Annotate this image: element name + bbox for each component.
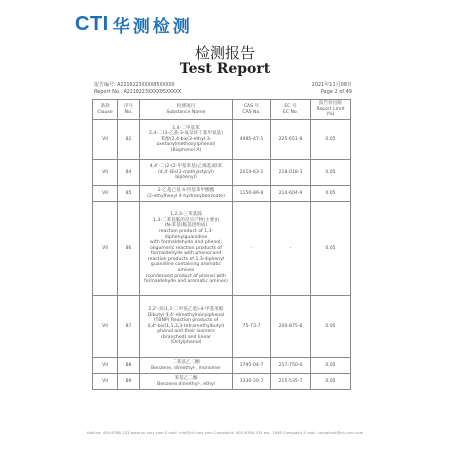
header-limit: 报告检出限 Report Limit (%) (311, 100, 351, 120)
cell-cas: 75-73-7 (233, 296, 271, 358)
cell-limit: 0.05 (311, 120, 351, 160)
report-date: 2021年11月08日 (311, 82, 352, 88)
table-row (93, 358, 351, 374)
cell-limit: 0.05 (311, 374, 351, 390)
cell-ec: 225-651-8 (271, 120, 311, 160)
report-no-label-cn: 报告编号 (94, 82, 115, 88)
cell-clause: VII (93, 296, 118, 358)
cell-ec: 218-018-3 (271, 160, 311, 186)
report-no-value: A2210223XXXX05XXXXX (117, 82, 175, 88)
cell-ec: 215-535-7 (271, 374, 311, 390)
cell-ec: 214-604-9 (271, 186, 311, 202)
cell-clause: VII (93, 358, 118, 374)
substance-table (92, 99, 351, 390)
cell-substance: 1,2,3-三苯基胍 1,3-二苯基胍的反应产物(主要由 (N-苯基)胍基团组成) reaction product of 1,3-diphenylguanidine with formaldehyde and phenol; oligomeric reaction products of formaldehyde with phenol and reaction products of 1,3-diphenyl guanidine containing aromatic amines (condensed product of phenol with formaldehyde and aromatic amines) (140, 202, 233, 296)
cell-clause: VII (93, 374, 118, 390)
cell-no: 82 (118, 120, 140, 160)
cell-no: 85 (118, 186, 140, 202)
cell-ec: 217-750-0 (271, 358, 311, 374)
cell-clause: VII (93, 160, 118, 186)
header-ec: EC 号 EC No. (271, 100, 311, 120)
company-logo (75, 12, 193, 37)
table-row (93, 202, 351, 296)
table-row (93, 160, 351, 186)
cell-cas: 1150-89-8 (233, 186, 271, 202)
cell-substance: 2-乙基己基 4-羟基苯甲酸酯 (2-ethylhexyl 4-hydroxybenzoate) (140, 186, 233, 202)
table-row (93, 186, 351, 202)
report-no-value-en: A2210223XXXX05XXXXX (123, 89, 181, 95)
header-clause: 条款 Clause (93, 100, 118, 120)
cell-clause: VII (93, 202, 118, 296)
cell-limit: 0.05 (311, 296, 351, 358)
cell-substance: 4,4'-二(2-(2-甲基苯基)乙烯基)联苯 (4,4'-Bis(2-methylstyryl) biphenyl) (140, 160, 233, 186)
cell-limit: 0.05 (311, 202, 351, 296)
table-row (93, 296, 351, 358)
cell-limit: 0.05 (311, 186, 351, 202)
cell-limit: 0.05 (311, 160, 351, 186)
page-indicator: Page 2 of 49 (320, 89, 352, 95)
cell-substance: 1,4-二甲基苯 2,4-二(3-乙基-3-氧杂环丁基甲氧基) 苯酚(2,4-bis(3-ethyl-3- oxetanylmethoxy)phenol) (Bisphenol A) (140, 120, 233, 160)
report-title-english: Test Report (179, 61, 271, 77)
cell-cas: 1795-04-7 (233, 358, 271, 374)
header-cas: CAS 号 CAS No. (233, 100, 271, 120)
cell-no: 88 (118, 358, 140, 374)
cell-substance: 苯基乙二酮 Benzene,dimethyl-, ethyl (140, 374, 233, 390)
cell-cas: 1330-20-7 (233, 374, 271, 390)
report-title-chinese: 检测报告 (194, 44, 255, 62)
cell-cas: 4985-47-1 (233, 120, 271, 160)
header-substance: 检测项目 Substance Name (140, 100, 233, 120)
logo-chinese-text: 华测检测 (112, 17, 193, 37)
date-page-block (312, 82, 352, 96)
report-number-block: 报告编号: A2210223XXXX05XXXXX Report No.: A2210223XXXX05XXXXX (94, 82, 181, 95)
cell-ec: 200-875-8 (271, 296, 311, 358)
cell-substance: 2,2'-双(1,1-二甲基乙基)-4-甲基苯酚 Dibutyl 4,4'-dimethylnonylphenol (TBNP) Reaction products of 4,4'-bis(1,1,3,3-tetramethylbutyl) phenol and their isomers (branched) and linear (Octylphenol) (140, 296, 233, 358)
header-no: 序号 No. (118, 100, 140, 120)
cell-no: 84 (118, 160, 140, 186)
cell-limit: 0.05 (311, 358, 351, 374)
cell-substance: 二苯基乙二酮 Benzene, dimethyl-, monomer (140, 358, 233, 374)
cell-ec: - (271, 202, 311, 296)
cell-no: 89 (118, 374, 140, 390)
cell-clause: VII (93, 120, 118, 160)
cell-no: 86 (118, 202, 140, 296)
page-footer: Hotline: 400-6788-333 www.cti-cert.com E-mail: info@cti-cert.com Complaint: 400-6788-333 ext. 1908 Complaint E-mail: complaint@cti-cert.com (86, 431, 364, 435)
table-header-row (93, 100, 351, 120)
cell-cas: - (233, 202, 271, 296)
table-row (93, 374, 351, 390)
table-row (93, 120, 351, 160)
report-no-label-en: Report No. (94, 89, 121, 95)
cell-clause: VII (93, 186, 118, 202)
logo-text: CTI (75, 13, 109, 35)
cell-no: 87 (118, 296, 140, 358)
cell-cas: 2014-63-1 (233, 160, 271, 186)
